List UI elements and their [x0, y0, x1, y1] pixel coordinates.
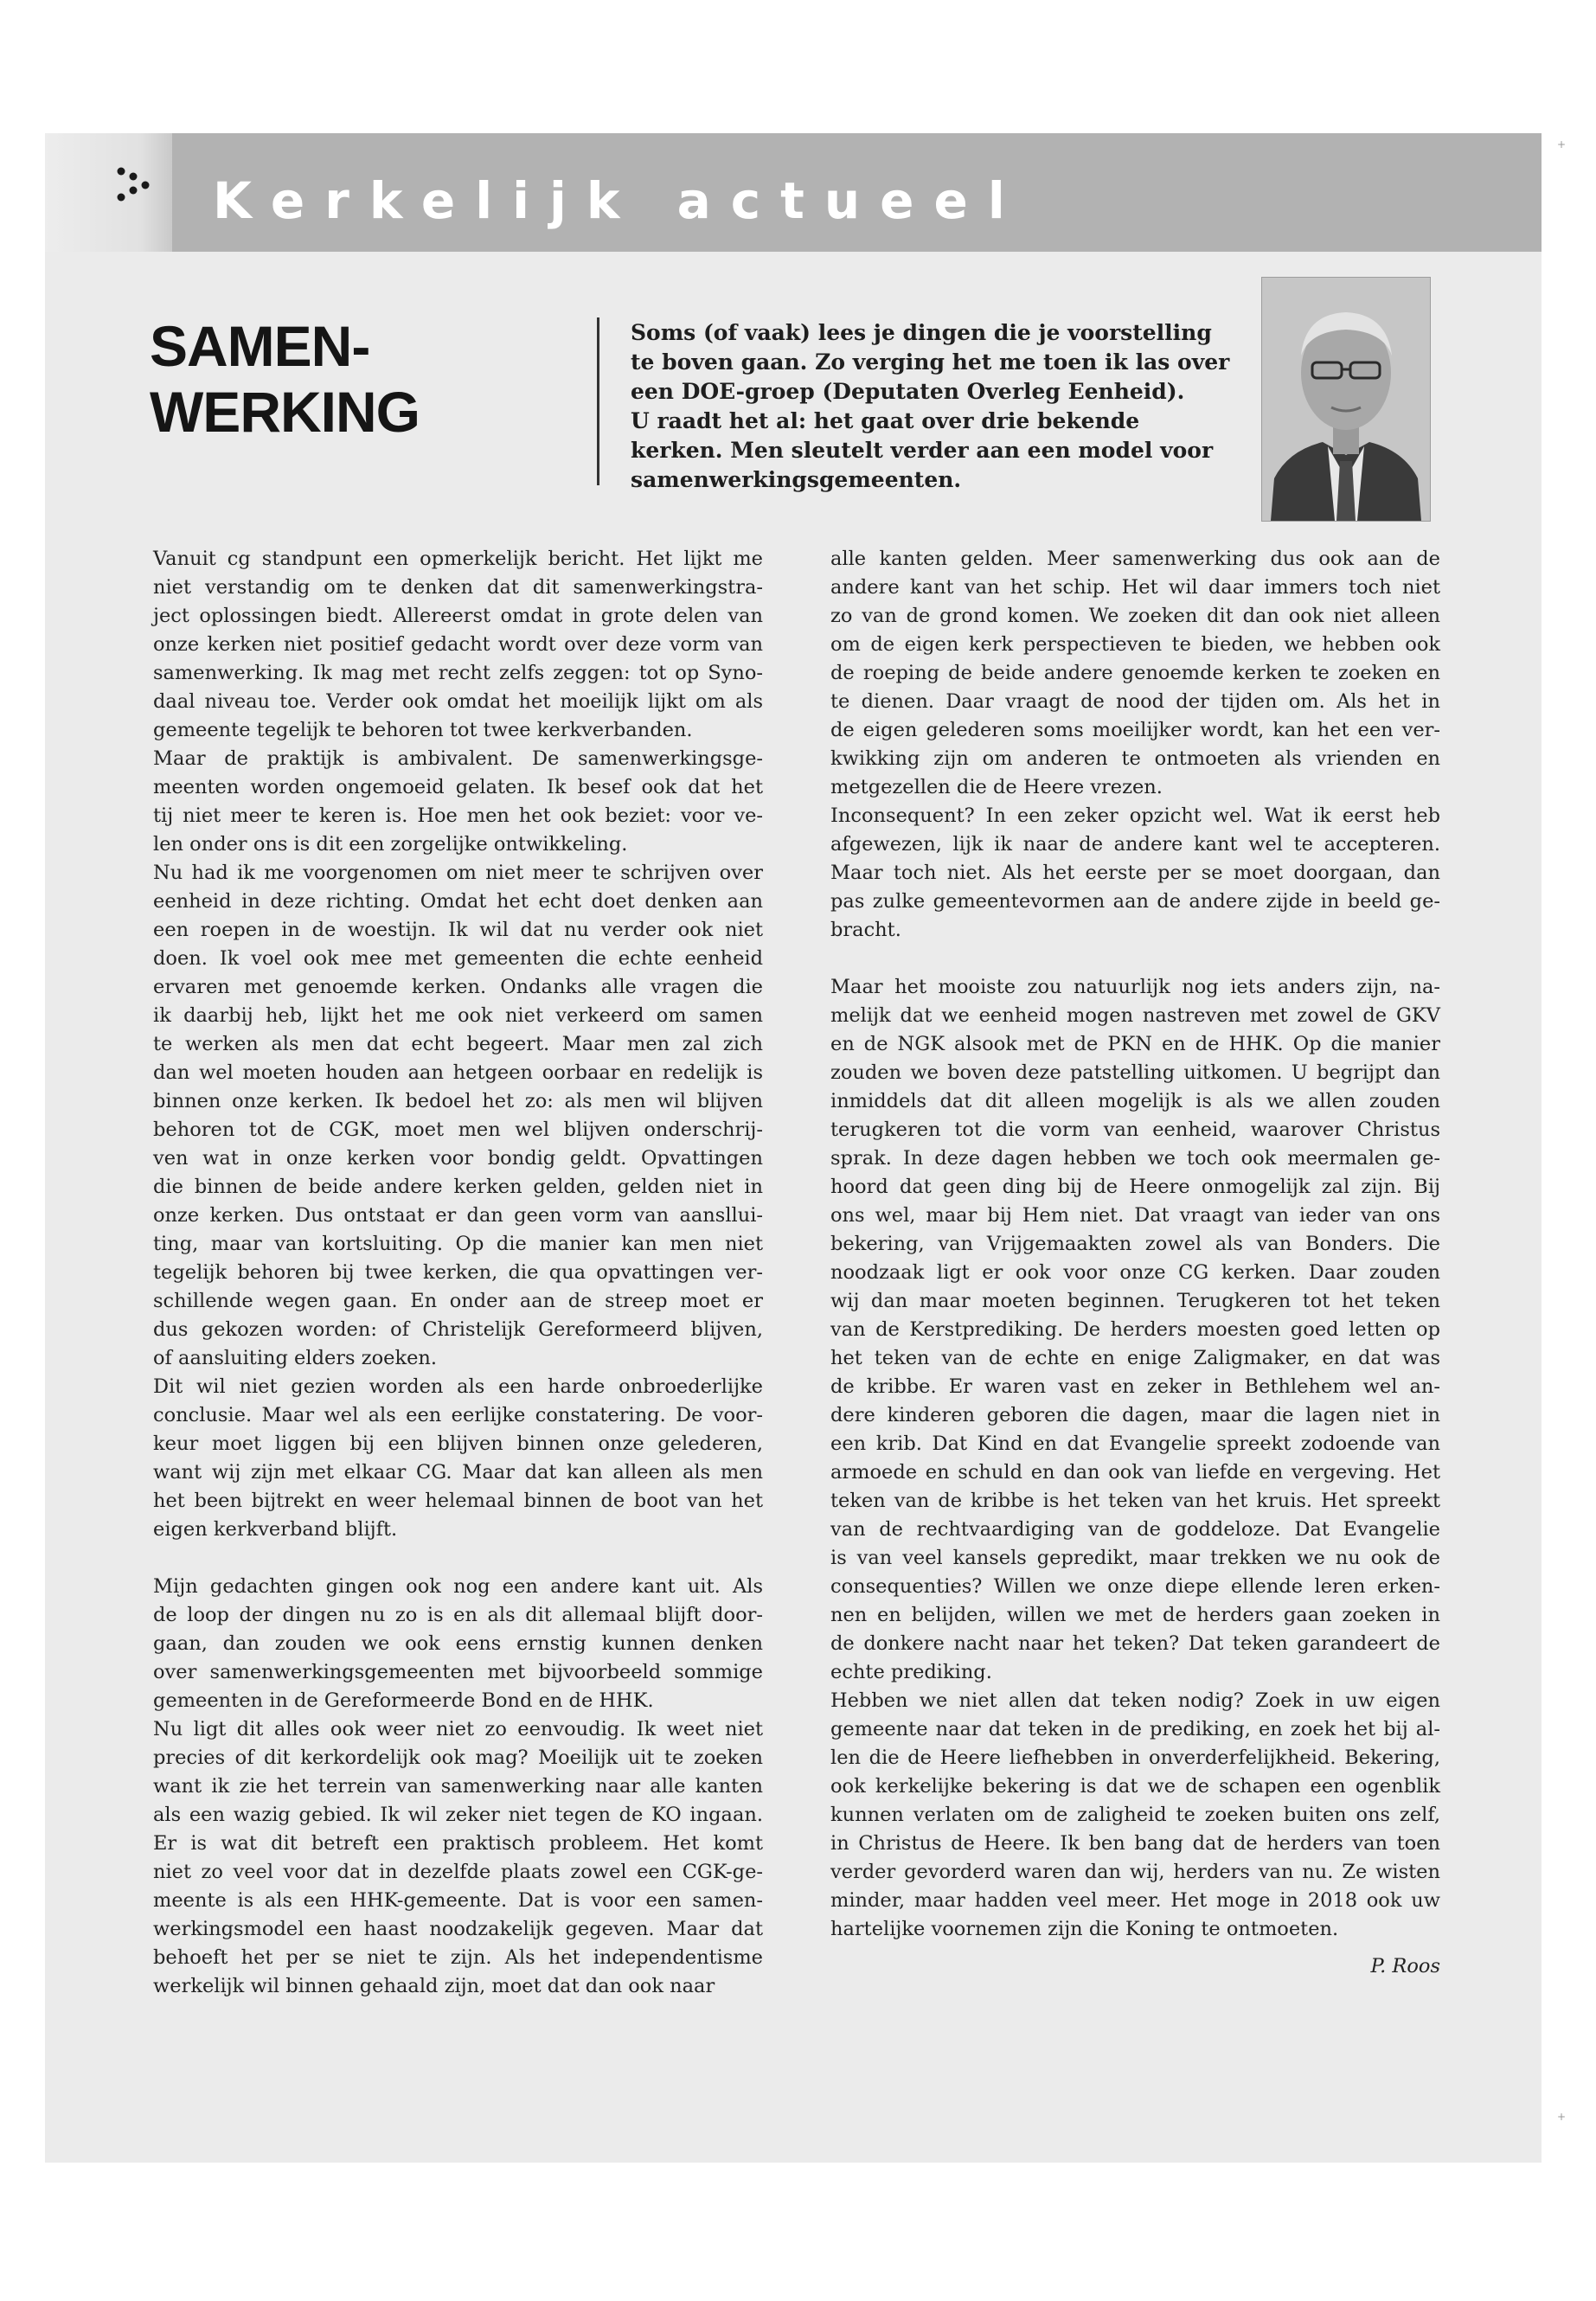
text-line: of aansluiting elders zoeken.: [153, 1347, 438, 1369]
text-line: ons wel, maar bij Hem niet. Dat vraagt van ieder van ons: [830, 1204, 1440, 1227]
text-line: len onder ons is dit een zorgelijke ontwikkeling.: [153, 833, 628, 856]
text-line: niet zo veel voor dat in dezelfde plaats zowel een CGK-ge-: [153, 1861, 763, 1883]
text-line: werkingsmodel een haast noodzakelijk gegeven. Maar dat: [153, 1918, 763, 1940]
text-line: bekering, van Vrijgemaakten zowel als van Bonders. Die: [830, 1233, 1440, 1255]
text-line: die binnen de beide andere kerken gelden, gelden niet in: [153, 1176, 763, 1198]
text-line: tij niet meer te keren is. Hoe men het ook beziet: voor ve-: [153, 804, 763, 827]
paragraph: [153, 859, 763, 1373]
paragraph: [830, 973, 1440, 1687]
intro-line: samenwerkingsgemeenten.: [631, 467, 962, 492]
text-line: eigen kerkverband blijft.: [153, 1518, 398, 1541]
text-line: hartelijke voornemen zijn die Koning te ontmoeten.: [830, 1918, 1339, 1940]
text-line: len die de Heere liefhebben in onverderfelijkheid. Bekering,: [830, 1747, 1440, 1769]
text-line: Nu had ik me voorgenomen om niet meer te schrijven over: [153, 862, 763, 884]
paragraph: [830, 802, 1440, 945]
text-line: daal niveau toe. Verder ook omdat het moeilijk lijkt om als: [153, 690, 763, 713]
crop-mark: +: [1557, 2111, 1567, 2123]
text-line: eenheid in deze richting. Omdat het echt doet denken aan: [153, 890, 763, 913]
intro-line: U raadt het al: het gaat over drie bekende: [631, 408, 1140, 433]
text-line: pas zulke gemeentevormen aan de andere zijde in beeld ge-: [830, 890, 1440, 913]
text-line: niet verstandig om te denken dat dit samenwerkingstra-: [153, 576, 763, 599]
text-line: van de rechtvaardiging van de goddeloze. Dat Evangelie: [830, 1518, 1440, 1541]
text-line: Er is wat dit betreft een praktisch probleem. Het komt: [153, 1832, 763, 1855]
text-line: in Christus de Heere. Ik ben bang dat de herders van toen: [830, 1832, 1440, 1855]
author-portrait: [1261, 277, 1431, 522]
paragraph: [153, 1573, 763, 1715]
text-line: het teken van de echte en enige Zaligmaker, en dat was: [830, 1347, 1440, 1369]
text-line: terugkeren tot die vorm van eenheid, waarover Christus: [830, 1118, 1440, 1141]
text-line: van de Kerstprediking. De herders moesten goed letten op: [830, 1318, 1440, 1341]
text-line: kwikking zijn om anderen te ontmoeten als vrienden en: [830, 747, 1440, 770]
title-line: WERKING: [150, 380, 420, 444]
intro-text: [631, 318, 1236, 495]
crop-mark: +: [1557, 138, 1567, 151]
text-line: Inconsequent? In een zeker opzicht wel. Wat ik eerst heb: [830, 804, 1440, 827]
text-line: want wij zijn met elkaar CG. Maar dat kan alleen als men: [153, 1461, 763, 1484]
text-line: melijk dat we eenheid mogen nastreven met zowel de GKV: [830, 1004, 1440, 1027]
text-line: dus gekozen worden: of Christelijk Gereformeerd blijven,: [153, 1318, 763, 1341]
text-line: teken van de kribbe is het teken van het kruis. Het spreekt: [830, 1490, 1440, 1512]
text-line: Nu ligt dit alles ook weer niet zo eenvoudig. Ik weet niet: [153, 1718, 763, 1740]
text-line: andere kant van het schip. Het wil daar immers toch niet: [830, 576, 1440, 599]
text-line: kunnen verlaten om de zaligheid te zoeken buiten ons zelf,: [830, 1804, 1440, 1826]
text-line: sprak. In deze dagen hebben we toch ook meermalen ge-: [830, 1147, 1440, 1170]
text-line: Mijn gedachten gingen ook nog een andere kant uit. Als: [153, 1575, 763, 1598]
intro-line: kerken. Men sleutelt verder aan een model voor: [631, 438, 1214, 463]
text-line: wij dan maar moeten beginnen. Terugkeren tot het teken: [830, 1290, 1440, 1312]
text-line: dere kinderen geboren die dagen, maar die lagen niet in: [830, 1404, 1440, 1426]
text-line: minder, maar hadden veel meer. Het moge in 2018 ook uw: [830, 1889, 1440, 1912]
author-signature: P. Roos: [1370, 1955, 1440, 1977]
text-line: ting, maar van kortsluiting. Op die manier kan men niet: [153, 1233, 763, 1255]
text-line: ervaren met genoemde kerken. Ondanks alle vragen die: [153, 976, 763, 998]
text-line: precies of dit kerkordelijk ook mag? Moeilijk uit te zoeken: [153, 1747, 763, 1769]
text-line: ject oplossingen biedt. Allereerst omdat in grote delen van: [153, 605, 763, 627]
text-line: meente is als een HHK-gemeente. Dat is voor een samen-: [153, 1889, 763, 1912]
text-line: onze kerken. Dus ontstaat er dan geen vorm van aansllui-: [153, 1204, 763, 1227]
text-line: te dienen. Daar vraagt de nood der tijden om. Als het in: [830, 690, 1440, 713]
article-column-left: [153, 545, 763, 2001]
intro-line: te boven gaan. Zo verging het me toen ik las over: [631, 349, 1230, 375]
text-line: over samenwerkingsgemeenten met bijvoorbeeld sommige: [153, 1661, 763, 1683]
paragraph: [153, 1373, 763, 1544]
text-line: conclusie. Maar wel als een eerlijke constatering. De voor-: [153, 1404, 763, 1426]
text-line: want ik zie het terrein van samenwerking naar alle kanten: [153, 1775, 763, 1798]
title-line: SAMEN-: [150, 314, 370, 378]
text-line: de loop der dingen nu zo is en als dit allemaal blijft door-: [153, 1604, 763, 1626]
text-line: de roeping de beide andere genoemde kerken te zoeken en: [830, 662, 1440, 684]
text-line: alle kanten gelden. Meer samenwerking dus ook aan de: [830, 548, 1440, 570]
section-title: Kerkelijk actueel: [213, 171, 1025, 230]
text-line: echte prediking.: [830, 1661, 992, 1683]
text-line: zo van de grond komen. We zoeken dit dan ook niet alleen: [830, 605, 1440, 627]
text-line: is van veel kansels gepredikt, maar trekken we nu ook de: [830, 1547, 1440, 1569]
text-line: de eigen gelederen soms moeilijker wordt, kan het een ver-: [830, 719, 1440, 741]
text-line: binnen onze kerken. Ik bedoel het zo: als men wil blijven: [153, 1090, 763, 1112]
text-line: gaan, dan zouden we ook eens ernstig kunnen denken: [153, 1632, 763, 1655]
text-line: hoord dat geen ding bij de Heere onmogelijk zal zijn. Bij: [830, 1176, 1440, 1198]
dots-icon: [114, 164, 156, 209]
text-line: het been bijtrekt en weer helemaal binnen de boot van het: [153, 1490, 763, 1512]
text-line: doen. Ik voel ook mee met gemeenten die echte eenheid: [153, 947, 763, 970]
text-line: behoren tot de CGK, moet men wel blijven onderschrij-: [153, 1118, 763, 1141]
text-line: noodzaak ligt er ook voor onze CG kerken. Daar zouden: [830, 1261, 1440, 1284]
text-line: een krib. Dat Kind en dat Evangelie spreekt zodoende van: [830, 1433, 1440, 1455]
text-line: onze kerken niet positief gedacht wordt over deze vorm van: [153, 633, 763, 656]
text-line: metgezellen die de Heere vrezen.: [830, 776, 1163, 798]
text-line: ook kerkelijke bekering is dat we de schapen een ogenblik: [830, 1775, 1440, 1798]
text-line: behoeft het per se niet te zijn. Als het independentisme: [153, 1946, 763, 1969]
text-line: dan wel moeten houden aan hetgeen oorbaar en redelijk is: [153, 1061, 763, 1084]
paragraph: [830, 545, 1440, 802]
text-line: Hebben we niet allen dat teken nodig? Zoek in uw eigen: [830, 1689, 1440, 1712]
text-line: Maar toch niet. Als het eerste per se moet doorgaan, dan: [830, 862, 1440, 884]
paragraph: [830, 1687, 1440, 1944]
paragraph: [153, 1715, 763, 2001]
text-line: de kribbe. Er waren vast en zeker in Bethlehem wel an-: [830, 1375, 1440, 1398]
text-line: meenten worden ongemoeid gelaten. Ik besef ook dat het: [153, 776, 763, 798]
paragraph-gap: [153, 1544, 763, 1573]
paragraph-gap: [830, 945, 1440, 973]
text-line: werkelijk wil binnen gehaald zijn, moet dat dan ook naar: [153, 1975, 715, 1997]
text-line: gemeente naar dat teken in de prediking, en zoek het bij al-: [830, 1718, 1440, 1740]
text-line: een roepen in de woestijn. Ik wil dat nu verder ook niet: [153, 919, 763, 941]
text-line: te werken als men dat echt begeert. Maar men zal zich: [153, 1033, 763, 1055]
text-line: keur moet liggen bij een blijven binnen onze gelederen,: [153, 1433, 763, 1455]
text-line: als een wazig gebied. Ik wil zeker niet tegen de KO ingaan.: [153, 1804, 763, 1826]
text-line: nen en belijden, willen we met de herders gaan zoeken in: [830, 1604, 1440, 1626]
text-line: verder gevorderd waren dan wij, herders van nu. Ze wisten: [830, 1861, 1440, 1883]
text-line: Maar het mooiste zou natuurlijk nog iets anders zijn, na-: [830, 976, 1440, 998]
text-line: schillende wegen gaan. En onder aan de streep moet er: [153, 1290, 763, 1312]
text-line: gemeenten in de Gereformeerde Bond en de HHK.: [153, 1689, 654, 1712]
text-line: Vanuit cg standpunt een opmerkelijk bericht. Het lijkt me: [153, 548, 763, 570]
text-line: en de NGK alsook met de PKN en de HHK. Op die manier: [830, 1033, 1440, 1055]
intro-line: Soms (of vaak) lees je dingen die je voorstelling: [631, 320, 1212, 345]
text-line: ik daarbij heb, lijkt het me ook niet verkeerd om samen: [153, 1004, 763, 1027]
paragraph: [153, 745, 763, 859]
article-title: [150, 313, 420, 445]
text-line: samenwerking. Ik mag met recht zelfs zeggen: tot op Syno-: [153, 662, 763, 684]
intro-divider: [597, 317, 599, 485]
paragraph: [153, 545, 763, 745]
text-line: gemeente tegelijk te behoren tot twee kerkverbanden.: [153, 719, 693, 741]
intro-line: een DOE-groep (Deputaten Overleg Eenheid).: [631, 379, 1185, 404]
text-line: Maar de praktijk is ambivalent. De samenwerkingsge-: [153, 747, 763, 770]
text-line: bracht.: [830, 919, 901, 941]
text-line: om de eigen kerk perspectieven te bieden, we hebben ook: [830, 633, 1440, 656]
text-line: inmiddels dat dit alleen mogelijk is als we allen zouden: [830, 1090, 1440, 1112]
author-portrait-graphic: [1262, 278, 1430, 521]
article-column-right: [830, 545, 1440, 1981]
text-line: tegelijk behoren bij twee kerken, die qua opvattingen ver-: [153, 1261, 763, 1284]
text-line: zouden we boven deze patstelling uitkomen. U begrijpt dan: [830, 1061, 1440, 1084]
text-line: Dit wil niet gezien worden als een harde onbroederlijke: [153, 1375, 763, 1398]
text-line: de donkere nacht naar het teken? Dat teken garandeert de: [830, 1632, 1440, 1655]
text-line: armoede en schuld en dan ook van liefde en vergeving. Het: [830, 1461, 1440, 1484]
text-line: consequenties? Willen we onze diepe ellende leren erken-: [830, 1575, 1440, 1598]
text-line: afgewezen, lijk ik naar de andere kant wel te accepteren.: [830, 833, 1440, 856]
text-line: ven wat in onze kerken voor bondig geldt. Opvattingen: [153, 1147, 763, 1170]
